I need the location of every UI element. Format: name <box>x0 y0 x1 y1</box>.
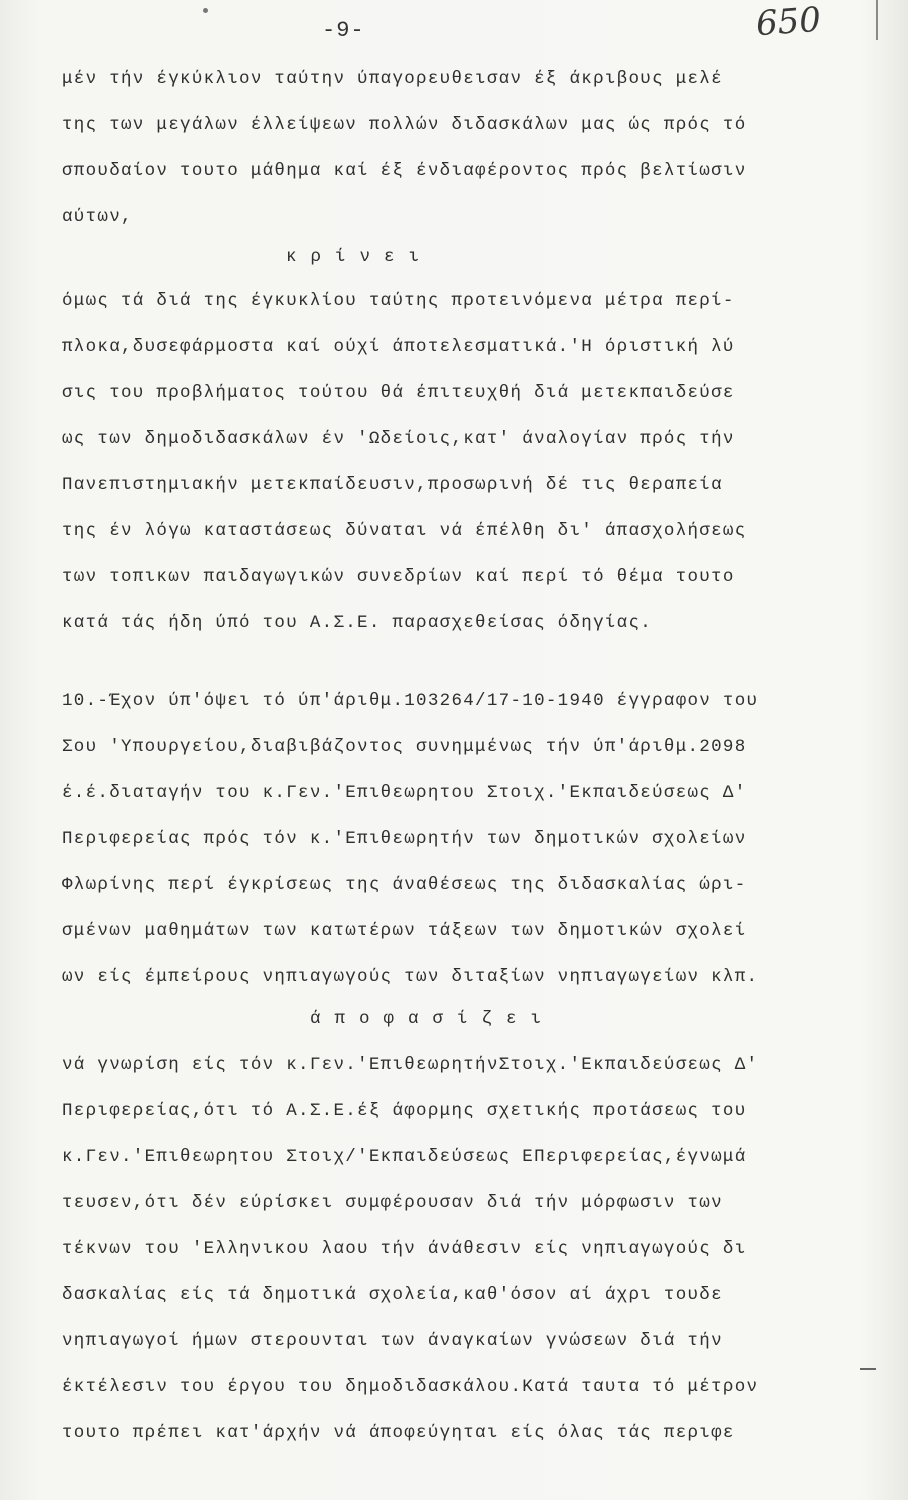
text-line: πλοκα,δυσεφάρμοστα καί ούχί άποτελεσματικά.'Η όριστική λύ <box>62 337 735 357</box>
text-line: σις του προβλήματος τούτου θά έπιτευχθή διά μετεκπαιδεύσε <box>62 383 735 403</box>
text-line: έ.έ.διαταγήν του κ.Γεν.'Επιθεωρητου Στοιχ.'Εκπαιδεύσεως Δ' <box>62 783 747 803</box>
text-line: των τοπικων παιδαγωγικών συνεδρίων καί περί τό θέμα τουτο <box>62 567 735 587</box>
margin-dash <box>860 1368 876 1370</box>
text-line: τέκνων του 'Ελληνικου λαου τήν άνάθεσιν είς νηπιαγωγούς δι <box>62 1239 747 1259</box>
text-line: Σου 'Υπουργείου,διαβιβάζοντος συνημμένως τήν ύπ'άριθμ.2098 <box>62 737 747 757</box>
text-line: σμένων μαθημάτων των κατωτέρων τάξεων των δημοτικών σχολεί <box>62 921 747 941</box>
text-line: μέν τήν έγκύκλιον ταύτην ύπαγορευθεισαν έξ άκριβους μελέ <box>62 69 723 89</box>
text-line: 10.-Έχον ύπ'όψει τό ύπ'άριθμ.103264/17-10-1940 έγγραφον του <box>62 691 759 711</box>
text-line: τουτο πρέπει κατ'άρχήν νά άποφεύγηται είς όλας τάς περιφε <box>62 1423 735 1443</box>
text-line: Φλωρίνης περί έγκρίσεως της άναθέσεως της διδασκαλίας ώρι- <box>62 875 747 895</box>
margin-rule <box>876 0 878 40</box>
page-number: -9- <box>322 18 365 43</box>
text-line: ων είς έμπείρους νηπιαγωγούς των διταξίων νηπιαγωγείων κλπ. <box>62 967 759 987</box>
text-line: Περιφερείας,ότι τό Α.Σ.Ε.έξ άφορμης σχετικής προτάσεως του <box>62 1101 747 1121</box>
text-line: όμως τά διά της έγκυκλίου ταύτης προτεινόμενα μέτρα περί- <box>62 291 735 311</box>
text-line: Πανεπιστημιακήν μετεκπαίδευσιν,προσωρινή δέ τις θεραπεία <box>62 475 723 495</box>
text-line: αύτων, <box>62 207 133 227</box>
text-line: κατά τάς ήδη ύπό του Α.Σ.Ε. παρασχεθείσας όδηγίας. <box>62 613 653 633</box>
text-line: της έν λόγω καταστάσεως δύναται νά έπέλθη δι' άπασχολήσεως <box>62 521 747 541</box>
text-line: δασκαλίας είς τά δημοτικά σχολεία,καθ'όσον αί άχρι τουδε <box>62 1285 723 1305</box>
text-line: νηπιαγωγοί ήμων στερουνται των άναγκαίων γνώσεων διά τήν <box>62 1331 723 1351</box>
text-line: νά γνωρίση είς τόν κ.Γεν.'ΕπιθεωρητήνΣτοιχ.'Εκπαιδεύσεως Δ' <box>62 1055 759 1075</box>
text-line: σπουδαίον τουτο μάθημα καί έξ ένδιαφέροντος πρός βελτίωσιν <box>62 161 747 181</box>
text-line: της των μεγάλων έλλείψεων πολλών διδασκάλων μας ώς πρός τό <box>62 115 747 135</box>
archive-number: 650 <box>754 0 823 45</box>
ink-dot <box>203 8 208 13</box>
text-line: ως των δημοδιδασκάλων έν 'Ωδείοις,κατ' άναλογίαν πρός τήν <box>62 429 735 449</box>
verdict-heading: κρίνει <box>286 247 434 267</box>
verdict-heading: άποφασίζει <box>310 1009 556 1029</box>
text-line: τευσεν,ότι δέν εύρίσκει συμφέρουσαν διά τήν μόρφωσιν των <box>62 1193 723 1213</box>
text-line: κ.Γεν.'Επιθεωρητου Στοιχ/'Εκπαιδεύσεως ΕΠεριφερείας,έγνωμά <box>62 1147 747 1167</box>
text-line: έκτέλεσιν του έργου του δημοδιδασκάλου.Κατά ταυτα τό μέτρον <box>62 1377 759 1397</box>
text-line: Περιφερείας πρός τόν κ.'Επιθεωρητήν των δημοτικών σχολείων <box>62 829 747 849</box>
